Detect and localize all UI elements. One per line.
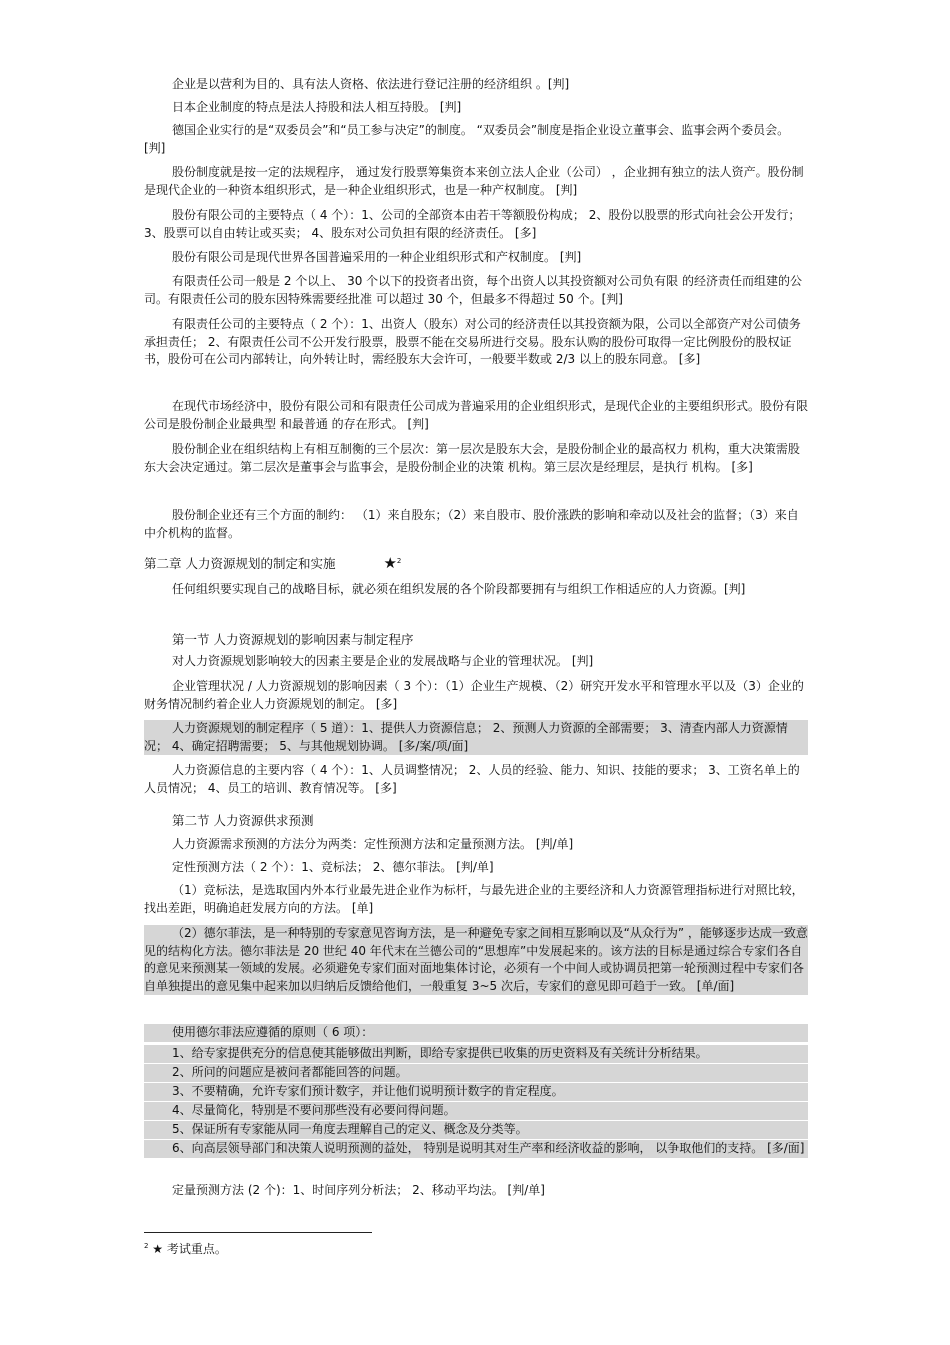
quant-text: 定量预测方法 (2 个)：1、时间序列分析法； 2、移动平均法。 [判/单] xyxy=(172,1183,545,1197)
chapter-title: 第二章 人力资源规划的制定和实施 xyxy=(144,556,336,571)
paragraph-11: 股份制企业还有三个方面的制约： （1）来自股东；（2）来自股市、股价涨跌的影响和牵动以及社会的监督；（3）来自中介机构的监督。 xyxy=(144,508,799,540)
chapter-heading xyxy=(144,555,808,573)
paragraph-18: 定性预测方法（ 2 个）：1、竞标法； 2、德尔菲法。 [判/单] xyxy=(172,860,494,874)
paragraph-20-highlighted: （2）德尔菲法，是一种特别的专家意见咨询方法，是一种避免专家之间相互影响以及“从众行为” ，能够逐步达成一致意见的结构化方法。德尔菲法是 20 世纪 40 年代末在兰德公司的“思想库”中发展起来的。该方法的目标是通过综合专家们各自的意见来预测某一领域的发展。必须避免专家们面对面地集体讨论，必须有一个中间人或协调员把第一轮预测过程中专家们各自单独提出的意见集中起来加以归纳后反馈给他们，一般重复 3~5 次后，专家们的意见即可趋于一致。 [单/面] xyxy=(144,925,808,995)
footnote-reference[interactable]: 2 xyxy=(396,556,402,565)
section-heading-1: 第一节 人力资源规划的影响因素与制定程序 xyxy=(172,632,414,647)
footnote-mark: 2 xyxy=(144,1242,149,1250)
delphi-principle-2: 2、所问的问题应是被问者都能回答的问题。 xyxy=(144,1064,808,1082)
paragraph-10: 股份制企业在组织结构上有相互制衡的三个层次：第一层次是股东大会，是股份制企业的最高权力 机构，重大决策需股东大会决定通过。第二层次是董事会与监事会，是股份制企业的决策 机构。第三层次是经理层，是执行 机构。 [多] xyxy=(144,442,800,474)
paragraph-19: （1）竞标法，是选取国内外本行业最先进企业作为标杆，与最先进企业的主要经济和人力资源管理指标进行对照比较，找出差距，明确追赶发展方向的方法。 [单] xyxy=(144,883,804,915)
delphi-principle-6: 6、向高层领导部门和决策人说明预测的益处， 特别是说明其对生产率和经济收益的影响， 以争取他们的支持。 [多/面] xyxy=(144,1140,808,1158)
paragraph-2: 日本企业制度的特点是法人持股和法人相互持股。 [判] xyxy=(172,100,462,114)
paragraph-1: 企业是以营利为目的、具有法人资格、依法进行登记注册的经济组织 。[判] xyxy=(172,77,570,91)
delphi-principles-title: 使用德尔菲法应遵循的原则（ 6 项）： xyxy=(144,1024,808,1042)
paragraph-7: 有限责任公司一般是 2 个以上、 30 个以下的投资者出资，每个出资人以其投资额对公司负有限 的经济责任而组建的公司。有限责任公司的股东因特殊需要经批准 可以超过 30 个，但最多不得超过 50 个。[判] xyxy=(144,274,802,306)
paragraph-6: 股份有限公司是现代世界各国普遍采用的一种企业组织形式和产权制度。 [判] xyxy=(172,250,582,264)
footnote-text: ★ 考试重点。 xyxy=(152,1242,227,1256)
paragraph-4: 股份制度就是按一定的法规程序， 通过发行股票筹集资本来创立法人企业（公司） ，企业拥有独立的法人资产。股份制是现代企业的一种资本组织形式，是一种企业组织形式，也是一种产权制度。 [判] xyxy=(144,165,804,197)
footnote-divider xyxy=(144,1232,372,1233)
paragraph-8: 有限责任公司的主要特点（ 2 个）：1、出资人（股东）对公司的经济责任以其投资额为限，公司以全部资产对公司债务承担责任； 2、有限责任公司不公开发行股票，股票不能在交易所进行交易。股东认购的股份可取得一定比例股份的股权证书，股份可在公司内部转让，向外转让时，需经股东大会许可，一般要半数或 2/3 以上的股东同意。 [多] xyxy=(144,317,801,366)
delphi-principle-5: 5、保证所有专家能从同一角度去理解自己的定义、概念及分类等。 xyxy=(144,1121,808,1139)
footnote xyxy=(144,1241,227,1257)
star-icon: ★ xyxy=(383,554,397,572)
paragraph-quantitative xyxy=(144,1182,808,1200)
paragraph-15-highlighted: 人力资源规划的制定程序（ 5 道）：1、提供人力资源信息； 2、预测人力资源的全部需要； 3、清查内部人力资源情况； 4、确定招聘需要； 5、与其他规划协调。 [多/案/项/面] xyxy=(144,720,808,755)
paragraph-9: 在现代市场经济中，股份有限公司和有限责任公司成为普遍采用的企业组织形式，是现代企业的主要组织形式。股份有限公司是股份制企业最典型 和最普通 的存在形式。 [判] xyxy=(144,399,809,431)
delphi-principle-3: 3、不要精确，允许专家们预计数字，并让他们说明预计数字的肯定程度。 xyxy=(144,1083,808,1101)
paragraph-14: 企业管理状况 / 人力资源规划的影响因素（ 3 个）：（1）企业生产规模、（2）研究开发水平和管理水平以及（3）企业的财务情况制约着企业人力资源规划的制定。 [多] xyxy=(144,679,804,711)
paragraph-13: 对人力资源规划影响较大的因素主要是企业的发展战略与企业的管理状况。 [判] xyxy=(172,654,594,668)
paragraph-17: 人力资源需求预测的方法分为两类：定性预测方法和定量预测方法。 [判/单] xyxy=(172,837,574,851)
paragraph-3: 德国企业实行的是“双委员会”和“员工参与决定”的制度。 “双委员会”制度是指企业设立董事会、监事会两个委员会。 [判] xyxy=(144,123,790,155)
paragraph-12: 任何组织要实现自己的战略目标，就必须在组织发展的各个阶段都要拥有与组织工作相适应的人力资源。[判] xyxy=(172,582,746,596)
paragraph-5: 股份有限公司的主要特点（ 4 个）：1、公司的全部资本由若干等额股份构成； 2、股份以股票的形式向社会公开发行； 3、股票可以自由转让或买卖； 4、股东对公司负担有限的经济责任。 [多] xyxy=(144,208,801,240)
paragraph-16: 人力资源信息的主要内容（ 4 个）：1、人员调整情况； 2、人员的经验、能力、知识、技能的要求； 3、工资名单上的人员情况； 4、员工的培训、教育情况等。 [多] xyxy=(144,763,800,795)
delphi-principle-1: 1、给专家提供充分的信息使其能够做出判断，即给专家提供已收集的历史资料及有关统计分析结果。 xyxy=(144,1045,808,1063)
section-heading-2: 第二节 人力资源供求预测 xyxy=(172,813,314,828)
delphi-principle-4: 4、尽量简化，特别是不要问那些没有必要问得问题。 xyxy=(144,1102,808,1120)
